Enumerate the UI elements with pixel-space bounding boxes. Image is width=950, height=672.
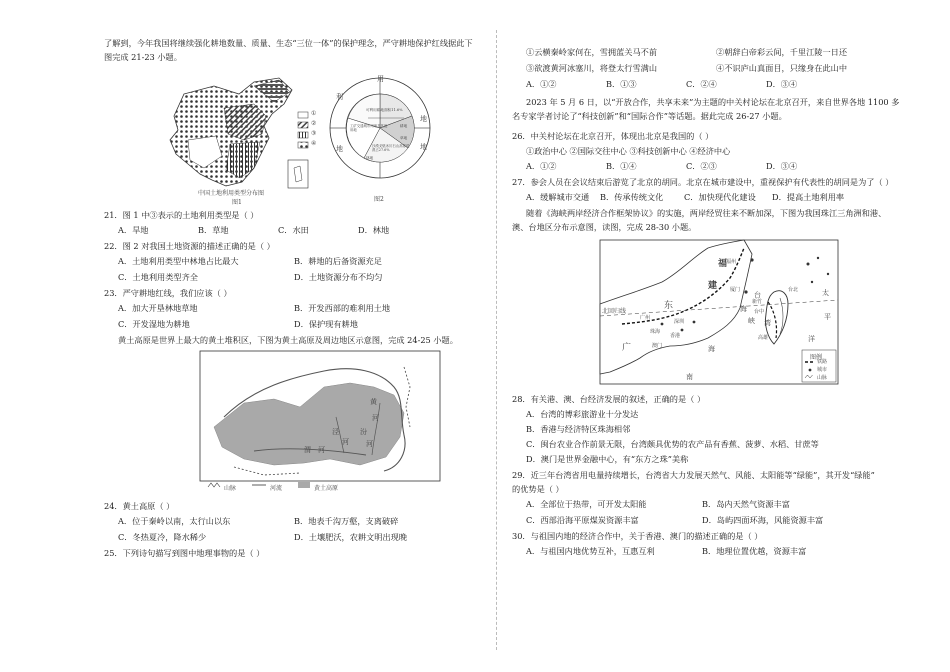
q22-options-row1 — [118, 254, 484, 268]
fig2-ring-2: 地 — [420, 115, 427, 123]
map2-label-1: 黄 — [370, 398, 377, 406]
fig2-seg-1: 可利用耕地面积11.6% — [366, 108, 403, 112]
q26-opt-b[interactable]: B．①④ — [606, 161, 637, 171]
map3-kaohsiung: 高雄 — [758, 335, 769, 341]
q26-stem: 26．中关村论坛在北京召开，体现出北京是我国的（ ） — [512, 131, 714, 141]
map3-legend-mountain: 山脉 — [817, 375, 828, 381]
q24-opt-b[interactable]: B．地表千沟万壑，支离破碎 — [294, 516, 399, 526]
column-divider — [496, 30, 497, 650]
poem-2: ②朝辞白帝彩云间，千里江陵一日还 — [716, 47, 848, 57]
map2-label-8: 河 — [366, 440, 373, 448]
gba-taiwan-map — [512, 234, 910, 390]
q25-opt-d[interactable]: D．③④ — [766, 79, 798, 89]
map3-hsinchu: 新竹 — [752, 299, 763, 305]
fig2-ring-1: 用 — [377, 75, 384, 83]
map3-southsea-1: 南 — [686, 373, 693, 381]
map3-macau: 澳门 — [652, 343, 663, 349]
q28-opt-b[interactable]: B．香港与经济特区珠海相邻 — [526, 424, 631, 434]
q29-options-row2 — [526, 513, 910, 527]
map2-label-3: 渭 — [304, 446, 311, 454]
q27-stem: 27．参会人员在会议结束后游览了北京的胡同。北京在城市建设中，重视保护有代表性的胡同是为了（ ） — [512, 177, 894, 187]
q25-opt-c[interactable]: C．②④ — [686, 79, 717, 89]
map3-xiamen: 厦门 — [730, 287, 741, 293]
map3-hongkong: 香港 — [670, 333, 681, 339]
q26-items: ①政治中心 ②国际交往中心 ③科技创新中心 ④经济中心 — [526, 146, 731, 156]
map3-zhuhai: 珠海 — [650, 329, 661, 335]
q21-stem: 21．图 1 中③表示的土地利用类型是（ ） — [104, 210, 259, 220]
map3-legend-railway: 铁路 — [817, 359, 828, 365]
q24-options-row1 — [118, 514, 484, 528]
map3-southsea-2: 海 — [708, 345, 715, 353]
map3-guangdong-2: 东 — [664, 301, 674, 311]
map2-label-2: 河 — [372, 414, 379, 422]
q26-opt-d[interactable]: D．③④ — [766, 161, 798, 171]
fig2-ring-3: 利 — [336, 93, 343, 101]
map3-taiwan-1: 台 — [754, 291, 761, 299]
fig2-seg-2: 耕地 — [400, 124, 408, 128]
map2-legend-mountain: 山脉 — [224, 485, 237, 492]
q22-opt-a[interactable]: A．土地利用类型中林地占比最大 — [118, 256, 239, 266]
intro-21-23-line2: 图完成 21-23 小题。 — [104, 52, 182, 62]
q27-opt-a[interactable]: A．缓解城市交通 — [526, 192, 590, 202]
map2-legend-river: 河流 — [270, 485, 283, 492]
map3-tropic: 北回归线 — [602, 308, 627, 315]
q29-opt-b[interactable]: B．岛内天然气资源丰富 — [702, 499, 790, 509]
map3-fujian-2: 建 — [708, 281, 718, 291]
q29-stem-line2: 的优势是（ ） — [512, 484, 564, 494]
q24-opt-d[interactable]: D．土壤肥沃，农耕文明出现晚 — [294, 532, 408, 542]
q24-options-row2 — [118, 530, 484, 544]
q24-opt-c[interactable]: C．冬热夏冷，降水稀少 — [118, 532, 207, 542]
intro-24-25: 黄土高原是世界上最大的黄土堆积区，下图为黄土高原及周边地区示意图，完成 24-25 小题。 — [118, 335, 458, 345]
fig1-legend-3: ③ — [311, 130, 317, 137]
q23-opt-c[interactable]: C．开发湿地为耕地 — [118, 319, 190, 329]
map2-label-7: 汾 — [360, 428, 367, 436]
q26-opt-c[interactable]: C．②③ — [686, 161, 717, 171]
q30-options-row1 — [526, 544, 910, 558]
q25-options — [526, 77, 910, 91]
q21-opt-c[interactable]: C．水田 — [278, 225, 309, 235]
q21-opt-a[interactable]: A．旱地 — [118, 225, 149, 235]
q22-opt-d[interactable]: D．土地资源分布不均匀 — [294, 272, 383, 282]
q22-opt-c[interactable]: C．土地利用类型齐全 — [118, 272, 198, 282]
fig2-seg-4: 沙漠戈壁冰川石山高寒荒漠占27.6% — [372, 144, 410, 152]
q29-opt-a[interactable]: A．全部位于热带，可开发太阳能 — [526, 499, 647, 509]
q24-opt-a[interactable]: A．位于秦岭以南，太行山以东 — [118, 516, 231, 526]
q27-opt-b[interactable]: B．传承传统文化 — [600, 192, 664, 202]
right-column — [512, 44, 910, 560]
q21-opt-d[interactable]: D．林地 — [358, 225, 390, 235]
map3-legend-title: 图例 — [810, 354, 823, 361]
map3-guangdong-1: 广 — [622, 343, 632, 353]
map2-label-5: 泾 — [332, 428, 339, 436]
q25-opt-b[interactable]: B．①③ — [606, 79, 637, 89]
map3-pacific-1: 太 — [822, 289, 829, 297]
map2-label-6: 河 — [342, 438, 349, 446]
q23-options-row1 — [118, 301, 484, 315]
intro-21-23-line1: 了解到，今年我国将继续强化耕地数量、质量、生态“三位一体”的保护理念，严守耕地保护红线据此下 — [104, 38, 473, 48]
q27-opt-c[interactable]: C．加快现代化建设 — [684, 192, 756, 202]
map3-shenzhen: 深圳 — [674, 319, 685, 325]
map3-taipei: 台北 — [788, 287, 799, 293]
intro-26-27-line1: 2023 年 5 月 6 日，以“开放合作，共享未来”为主题的中关村论坛在北京召开，来自世界各地 1100 多 — [526, 97, 900, 107]
map3-fuzhou: 福州 — [726, 259, 737, 265]
q30-opt-a[interactable]: A．与祖国内地优势互补，互惠互利 — [526, 546, 655, 556]
left-column — [104, 36, 484, 560]
q23-opt-d[interactable]: D．保护现有耕地 — [294, 319, 358, 329]
fig2-label: 图2 — [374, 196, 384, 203]
q29-stem-line1: 29．近三年台湾省用电量持续增长，台湾省大力发展天然气、风能、太阳能等“绿能”，其开发“绿能” — [512, 470, 875, 480]
map3-guangzhou: 广州 — [640, 315, 651, 321]
q25-stem: 25．下列诗句描写到图中地理事物的是（ ） — [104, 548, 265, 558]
fig1-legend-1: ① — [311, 110, 317, 117]
map3-strait-1: 海 — [740, 305, 747, 313]
q26-options — [526, 159, 910, 173]
fig1-legend-2: ② — [311, 120, 317, 127]
q29-opt-d[interactable]: D．岛屿四面环海，风能资源丰富 — [702, 515, 824, 525]
intro-26-27-line2: 名专家学者讨论了“科技创新”和“国际合作”等话题。据此完成 26-27 小题。 — [512, 111, 787, 121]
q29-opt-c[interactable]: C．西部沿海平原煤炭资源丰富 — [526, 515, 639, 525]
intro-28-30-line1: 随着《海峡两岸经济合作框架协议》的实施，两岸经贸往来不断加深，下图为我国珠江三角洲和港、 — [526, 208, 887, 218]
fig2-ring-5: 地 — [420, 143, 427, 151]
q27-options — [526, 190, 910, 204]
q27-opt-d[interactable]: D．提高土地利用率 — [772, 192, 845, 202]
q30-opt-b[interactable]: B．地理位置优越，资源丰富 — [702, 546, 807, 556]
q29-options-row1 — [526, 497, 910, 511]
fig1-label: 图1 — [232, 199, 242, 206]
fig2-seg-6: 草地 — [400, 136, 408, 140]
q28-stem: 28．有关港、澳、台经济发展的叙述，正确的是（ ） — [512, 394, 706, 404]
q23-options-row2 — [118, 317, 484, 331]
q21-opt-b[interactable]: B．草地 — [198, 225, 229, 235]
map3-pacific-3: 洋 — [808, 335, 815, 343]
intro-28-30-line2: 澳、台地区分布示意图，读图，完成 28-30 小题。 — [512, 222, 697, 232]
q25-poems-row1 — [512, 44, 910, 60]
q28-opt-d[interactable]: D．澳门是世界金融中心，有“东方之珠”美称 — [526, 454, 689, 464]
q23-stem: 23．严守耕地红线，我们应该（ ） — [104, 288, 232, 298]
fig1-legend-4: ④ — [311, 140, 317, 147]
map3-strait-2: 峡 — [748, 317, 755, 325]
map3-pacific-2: 平 — [824, 313, 831, 321]
q22-stem: 22．图 2 对我国土地资源的描述正确的是（ ） — [104, 241, 275, 251]
fig1-caption: 中国土地利用类型分布图 — [198, 190, 265, 197]
q23-opt-a[interactable]: A．加大开垦林地草地 — [118, 303, 198, 313]
poem-4: ④不识庐山真面目，只缘身在此山中 — [716, 63, 848, 73]
map2-legend-plateau: 黄土高原 — [314, 485, 339, 492]
map2-label-4: 河 — [318, 446, 325, 454]
gba-taiwan-map-wrap — [512, 234, 910, 390]
fig2-ring-4: 地 — [336, 145, 343, 153]
fig2-seg-5: 林地 — [366, 156, 374, 160]
loess-plateau-map — [104, 347, 484, 497]
q22-opt-b[interactable]: B．耕地的后备资源充足 — [294, 256, 382, 266]
loess-plateau-map-wrap — [104, 347, 484, 497]
q28-opt-c[interactable]: C．闽台农业合作前景无限，台湾颇具优势的农产品有香蕉、菠萝、水稻、甘蔗等 — [526, 439, 819, 449]
q25-opt-a[interactable]: A．①② — [526, 79, 557, 89]
q21-options — [118, 223, 484, 237]
q26-opt-a[interactable]: A．①② — [526, 161, 557, 171]
poem-3: ③欲渡黄河冰塞川，将登太行雪满山 — [526, 63, 658, 73]
q25-poems-row2 — [512, 60, 910, 76]
fig2-seg-3: 工矿交通城市用地及其他用地 — [350, 124, 388, 132]
q28-opt-a[interactable]: A．台湾的博彩旅游业十分发达 — [526, 409, 639, 419]
poem-1: ①云横秦岭家何在，雪拥蓝关马不前 — [526, 47, 658, 57]
map3-taiwan-2: 湾 — [764, 319, 771, 327]
q22-options-row2 — [118, 270, 484, 284]
q24-stem: 24．黄土高原（ ） — [104, 501, 175, 511]
map3-taichung: 台中 — [754, 309, 765, 315]
q23-opt-b[interactable]: B．开发西部的难利用土地 — [294, 303, 391, 313]
q30-stem: 30．与祖国内地的经济合作中，关于香港、澳门的描述正确的是（ ） — [512, 531, 763, 541]
map3-fujian-1: 福 — [718, 259, 728, 269]
figures-1-2 — [104, 64, 484, 206]
map3-legend-city: 城市 — [817, 367, 828, 373]
